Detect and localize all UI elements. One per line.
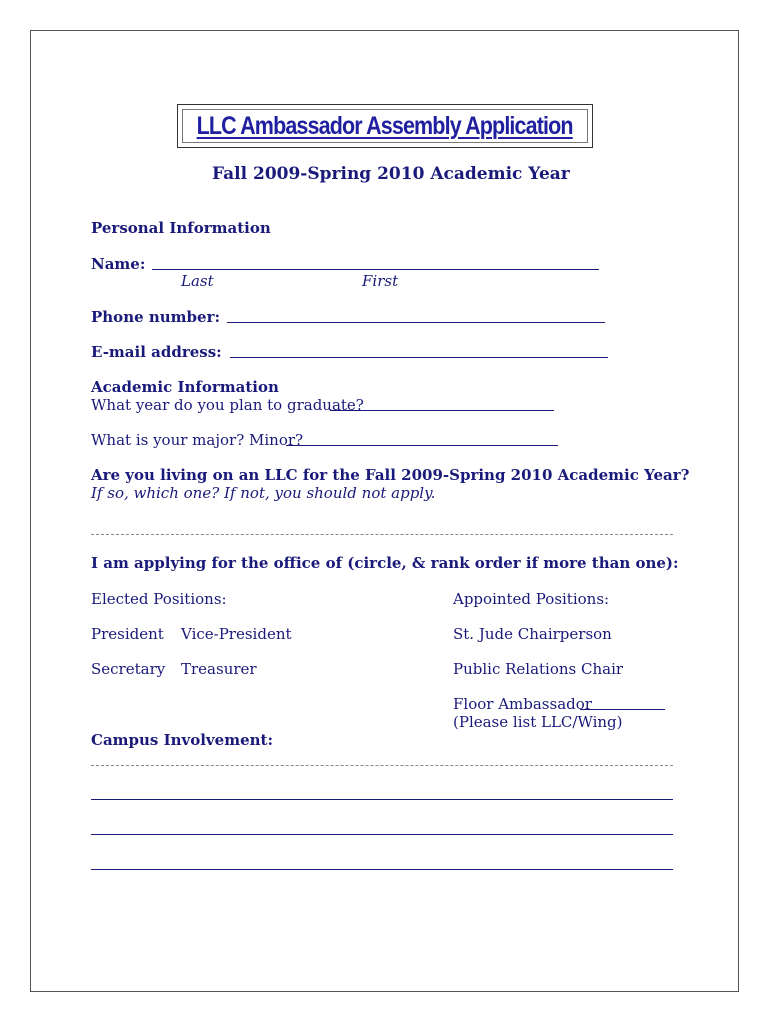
form-title: LLC Ambassador Assembly Application (196, 111, 574, 140)
option-vice-president[interactable]: Vice-President (181, 625, 292, 643)
personal-info-heading: Personal Information (91, 219, 271, 237)
campus-involvement-line[interactable] (91, 869, 673, 870)
major-minor-question: What is your major? Minor? (91, 431, 304, 449)
first-name-caption: First (362, 272, 399, 290)
last-name-caption: Last (181, 272, 214, 290)
campus-involvement-line[interactable] (91, 765, 673, 766)
llc-question: Are you living on an LLC for the Fall 2009-Spring 2010 Academic Year? (91, 466, 690, 484)
email-field[interactable] (230, 343, 608, 362)
option-st-jude-chairperson[interactable]: St. Jude Chairperson (453, 625, 612, 643)
graduation-field[interactable] (330, 396, 554, 415)
phone-field[interactable] (227, 308, 605, 327)
academic-year-subtitle: Fall 2009-Spring 2010 Academic Year (212, 164, 570, 184)
campus-involvement-line[interactable] (91, 834, 673, 835)
appointed-positions-heading: Appointed Positions: (453, 590, 610, 608)
llc-answer-line[interactable] (91, 534, 673, 535)
email-label: E-mail address: (91, 343, 222, 361)
campus-involvement-heading: Campus Involvement: (91, 731, 273, 749)
office-heading: I am applying for the office of (circle, & rank order if more than one): (91, 554, 679, 572)
option-president[interactable]: President (91, 625, 164, 643)
option-floor-ambassador[interactable]: Floor Ambassador (453, 695, 592, 713)
phone-label: Phone number: (91, 308, 221, 326)
option-treasurer[interactable]: Treasurer (181, 660, 257, 678)
floor-ambassador-note: (Please list LLC/Wing) (453, 713, 623, 731)
major-minor-field[interactable] (286, 431, 558, 450)
academic-info-heading: Academic Information (91, 378, 279, 396)
llc-note: If so, which one? If not, you should not apply. (91, 484, 436, 502)
elected-positions-heading: Elected Positions: (91, 590, 227, 608)
campus-involvement-line[interactable] (91, 799, 673, 800)
graduation-question: What year do you plan to graduate? (91, 396, 364, 414)
name-label: Name: (91, 255, 146, 273)
title-box (177, 104, 593, 148)
option-secretary[interactable]: Secretary (91, 660, 166, 678)
option-public-relations-chair[interactable]: Public Relations Chair (453, 660, 624, 678)
floor-ambassador-field[interactable] (580, 695, 665, 714)
